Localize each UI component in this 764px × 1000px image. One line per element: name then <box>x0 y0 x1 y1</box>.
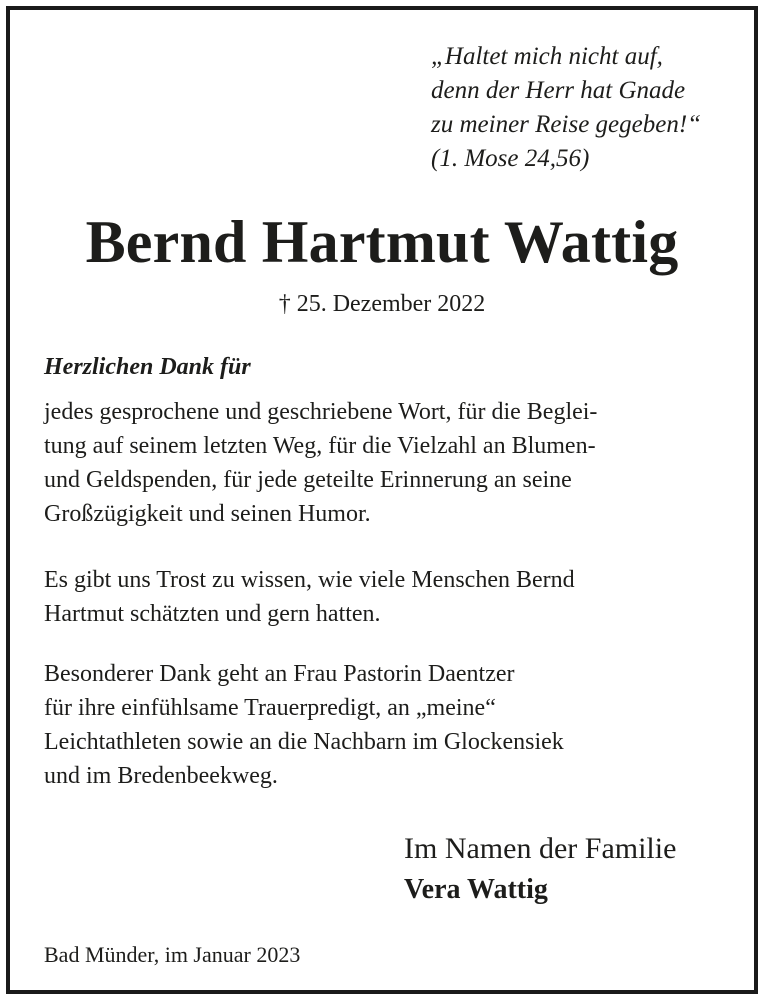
thanks-heading: Herzlichen Dank für <box>44 354 251 380</box>
deceased-name: Bernd Hartmut Wattig <box>85 209 679 275</box>
quote-line: zu meiner Reise gegeben!“ <box>431 111 702 138</box>
place-and-date: Bad Münder, im Januar 2023 <box>44 942 301 967</box>
quote-reference: (1. Mose 24,56) <box>431 145 590 172</box>
text-line: tung auf seinem letzten Weg, für die Vielzahl an Blumen- <box>44 433 596 459</box>
signer-name: Vera Wattig <box>404 874 548 905</box>
text-line: Es gibt uns Trost zu wissen, wie viele Menschen Bernd <box>44 567 575 593</box>
text-line: und im Bredenbeekweg. <box>44 763 278 789</box>
thanks-paragraph-3 <box>44 657 564 793</box>
obituary-notice <box>6 6 758 994</box>
closing-phrase: Im Namen der Familie <box>404 832 677 865</box>
quote-line: „Haltet mich nicht auf, <box>431 43 663 70</box>
text-line: Leichtathleten sowie an die Nachbarn im Glockensiek <box>44 729 564 755</box>
text-line: Hartmut schätzten und gern hatten. <box>44 601 381 627</box>
quote-line: denn der Herr hat Gnade <box>431 77 686 104</box>
text-line: für ihre einfühlsame Trauerpredigt, an „meine“ <box>44 695 496 721</box>
text-line: und Geldspenden, für jede geteilte Erinnerung an seine <box>44 467 572 493</box>
text-line: jedes gesprochene und geschriebene Wort, für die Beglei- <box>44 399 598 425</box>
thanks-paragraph-2 <box>44 563 575 631</box>
bible-quote <box>431 40 751 176</box>
text-line: Besonderer Dank geht an Frau Pastorin Daentzer <box>44 661 515 687</box>
text-line: Großzügigkeit und seinen Humor. <box>44 501 371 527</box>
death-date: † 25. Dezember 2022 <box>278 291 486 317</box>
thanks-paragraph-1 <box>44 395 597 531</box>
